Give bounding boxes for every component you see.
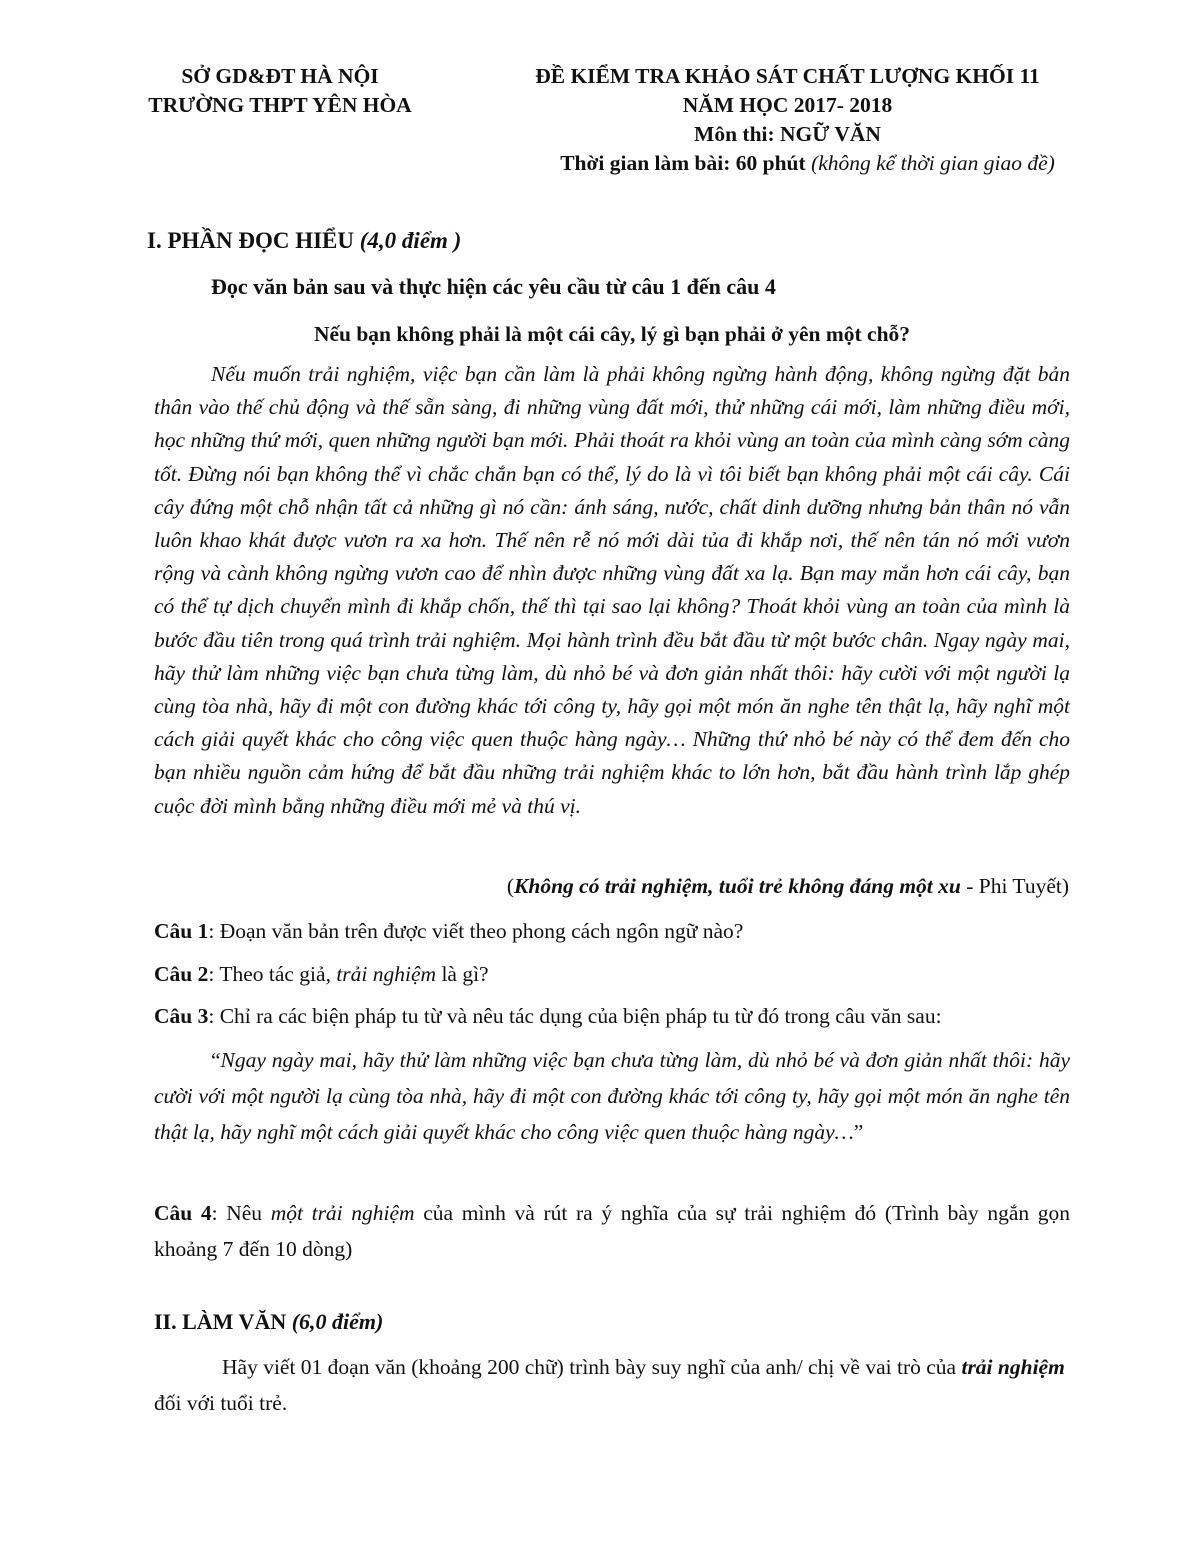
header-left (130, 62, 430, 120)
section2-title: II. LÀM VĂN (154, 1309, 287, 1334)
passage: Nếu muốn trải nghiệm, việc bạn cần làm là phải không ngừng hành động, không ngừng đặt bản thân vào thế chủ động và thế sẵn sàng, đi những vùng đất mới, thử những cái mới, làm những điều mới, học những thứ mới, quen những người bạn mới. Phải thoát ra khỏi vùng an toàn của mình càng sớm càng tốt. Đừng nói bạn không thể vì chắc chắn bạn có thể, lý do là vì tôi biết bạn không phải một cái cây. Cái cây đứng một chỗ nhận tất cả những gì nó cần: ánh sáng, nước, chất dinh dưỡng nhưng bản thân nó vẫn luôn khao khát được vươn ra xa hơn. Thế nên rễ nó mới dài tủa đi khắp nơi, thế nên tán nó mới vươn rộng và cành không ngừng vươn cao để nhìn được những vùng đất xa lạ. Bạn may mắn hơn cái cây, bạn có thể tự dịch chuyển mình đi khắp chốn, thế thì tại sao lại không? Thoát khỏi vùng an toàn của mình là bước đầu tiên trong quá trình trải nghiệm. Mọi hành trình đều bắt đầu từ một bước chân. Ngay ngày mai, hãy thử làm những việc bạn chưa từng làm, dù nhỏ bé và đơn giản nhất thôi: hãy cười với một người lạ cùng tòa nhà, hãy đi một con đường khác tới công ty, hãy gọi một món ăn nghe tên thật lạ, hãy nghĩ một cách giải quyết khác cho công việc quen thuộc hàng ngày… Những thứ nhỏ bé này có thể đem đến cho bạn nhiều nguồn cảm hứng để bắt đầu những trải nghiệm khác to lớn hơn, bắt đầu hành trình lắp ghép cuộc đời mình bằng những điều mới mẻ và thú vị. (154, 362, 1070, 818)
passage-source (507, 874, 1069, 899)
essay-prompt-b: trải nghiệm (961, 1355, 1065, 1379)
q2-text-c: là gì? (436, 962, 489, 986)
q1-label: Câu 1 (154, 919, 209, 943)
source-title: Không có trải nghiệm, tuổi trẻ không đáng một xu (514, 874, 961, 898)
instruction: Đọc văn bản sau và thực hiện các yêu cầu từ câu 1 đến câu 4 (211, 274, 776, 299)
q2-text-a: : Theo tác giả, (208, 962, 337, 986)
q3-quote-open: “ (211, 1048, 221, 1072)
essay-prompt-c: đối với tuổi trẻ. (154, 1391, 288, 1415)
q3-text: : Chỉ ra các biện pháp tu từ và nêu tác dụng của biện pháp tu từ đó trong câu văn sau: (208, 1004, 942, 1028)
time-note: (không kể thời gian giao đề) (811, 151, 1055, 175)
q3-label: Câu 3 (154, 1004, 209, 1028)
q1-text: : Đoạn văn bản trên được viết theo phong cách ngôn ngữ nào? (208, 919, 744, 943)
q4-text-a: : Nêu (211, 1201, 271, 1225)
section2-points: (6,0 điểm) (291, 1309, 384, 1334)
q3-quote-text: Ngay ngày mai, hãy thử làm những việc bạn chưa từng làm, dù nhỏ bé và đơn giản nhất thôi: hãy cười với một người lạ cùng tòa nhà, hãy đi một con đường khác tới công ty, hãy gọi một món ăn nghe tên thật lạ, hãy nghĩ một cách giải quyết khác cho công việc quen thuộc hàng ngày… (154, 1048, 1070, 1144)
section1-points: (4,0 điểm ) (359, 228, 462, 253)
essay-prompt-a: Hãy viết 01 đoạn văn (khoảng 200 chữ) trình bày suy nghĩ của anh/ chị về vai trò của (222, 1355, 962, 1379)
question-2 (154, 962, 489, 987)
source-author: - Phi Tuyết) (960, 874, 1069, 898)
q3-quote (154, 1042, 1070, 1150)
question-1 (154, 919, 743, 944)
q2-text-b: trải nghiệm (336, 962, 437, 986)
q4-label: Câu 4 (154, 1201, 212, 1225)
question-3 (154, 1004, 942, 1029)
section1-title: I. PHẦN ĐỌC HIỂU (147, 228, 355, 253)
school-name: TRƯỜNG THPT YÊN HÒA (148, 93, 412, 117)
q4-text-c: của mình và rút ra ý nghĩa của sự trải nghiệm đó (Trình bày ngắn gọn khoảng 7 đến 10 dòng) (154, 1201, 1070, 1261)
time-line (495, 149, 1080, 178)
q4-text-b: một trải nghiệm (270, 1201, 415, 1225)
q2-label: Câu 2 (154, 962, 209, 986)
essay-prompt (154, 1349, 1070, 1421)
passage-title: Nếu bạn không phải là một cái cây, lý gì bạn phải ở yên một chỗ? (313, 322, 911, 346)
question-4 (154, 1195, 1070, 1267)
school-year: NĂM HỌC 2017- 2018 (682, 93, 893, 117)
source-open: ( (506, 874, 515, 898)
time-label: Thời gian làm bài: 60 phút (560, 151, 806, 175)
section2-heading (154, 1309, 383, 1335)
subject: Môn thi: NGỮ VĂN (694, 122, 881, 146)
section1-heading (147, 228, 461, 254)
q3-quote-close: ” (853, 1120, 864, 1144)
header-right (495, 62, 1080, 178)
exam-title: ĐỀ KIỂM TRA KHẢO SÁT CHẤT LƯỢNG KHỐI 11 (535, 64, 1040, 88)
department-name: SỞ GD&ĐT HÀ NỘI (181, 64, 379, 88)
